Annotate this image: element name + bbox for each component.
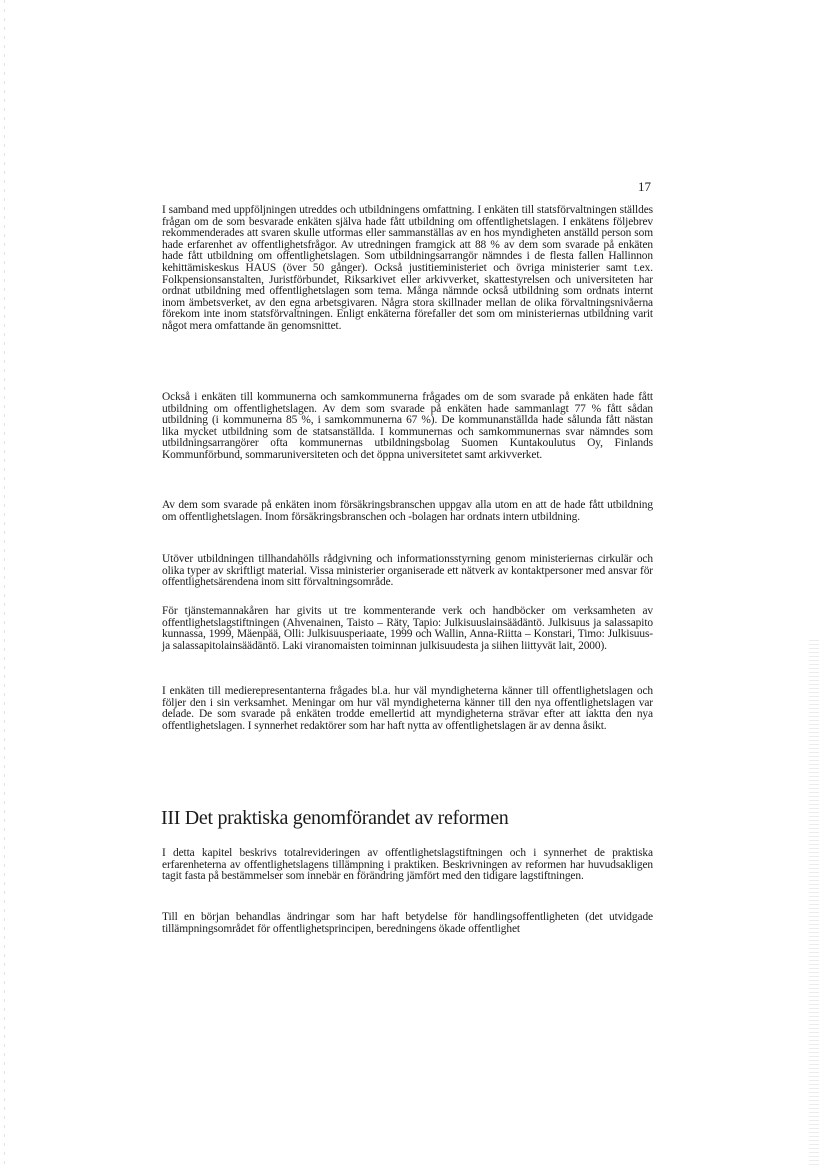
scan-edge-right	[809, 640, 819, 1168]
paragraph-guidance: Utöver utbildningen tillhandahölls rådgivning och informationsstyrning genom ministeriernas cirkulär och olika typer av skriftligt material. Vissa ministerier organiserade ett nätverk av kontaktpersoner med ansvar för offentlighetsärendena inom sitt förvaltningsområde.	[162, 553, 653, 589]
paragraph-insurance: Av dem som svarade på enkäten inom försäkringsbranschen uppgav alla utom en att de hade fått utbildning om offentlighetslagen. Inom försäkringsbranschen och -bolagen har ordnats intern utbildning.	[162, 499, 653, 523]
paragraph-media: I enkäten till medierepresentanterna frågades bl.a. hur väl myndigheterna känner till offentlighetslagen och följer den i sin verksamhet. Meningar om hur väl myndigheterna känner till den nya offentlighetslagen var delade. De som svarade på enkäten trodde emellertid att myndigheterna strävar efter att iaktta den nya offentlighetslagen. I synnerhet redaktörer som har haft nytta av offentlighetslagen är av denna åsikt.	[162, 685, 653, 732]
paragraph-chapter-start: Till en början behandlas ändringar som har haft betydelse för handlingsoffentligheten (det utvidgade tillämpningsområdet för offentlighetsprincipen, beredningens ökade offentlighet	[162, 911, 653, 935]
scan-edge-left	[4, 0, 5, 1168]
section-heading: III Det praktiska genomförandet av reformen	[161, 807, 509, 829]
page-number: 17	[638, 179, 651, 194]
paragraph-training-state: I samband med uppföljningen utreddes och utbildningens omfattning. I enkäten till statsförvaltningen ställdes frågan om de som besvarade enkäten själva hade fått utbildning om offentlighetslagen. I enkätens följebrev rekommenderades att svaren skulle utformas eller sammanställas av en hos myndigheten anställd person som hade erfarenhet av offentlighetsfrågor. Av utredningen framgick att 88 % av dem som svarade på enkäten hade fått utbildning om offentlighetslagen. Som utbildningsarrangör nämndes i de flesta fallen Hallinnon kehittämiskeskus HAUS (över 50 gånger). Också justitieministeriet och övriga ministerier samt t.ex. Folkpensionsanstalten, Juristförbundet, Riksarkivet eller arkivverket, skattestyrelsen och universiteten har ordnat utbildning med offentlighetslagen som tema. Många nämnde också utbildning som ordnats internt inom ämbetsverket, av den egna arbetsgivaren. Några stora skillnader mellan de olika förvaltningsnivåerna förekom inte inom statsförvaltningen. Enligt enkäterna förefaller det som om ministeriernas utbildning varit något mera omfattande än genomsnittet.	[162, 204, 653, 332]
paragraph-chapter-intro: I detta kapitel beskrivs totalrevideringen av offentlighetslagstiftningen och i synnerhet de praktiska erfarenheterna av offentlighetslagens tillämpning i praktiken. Beskrivningen av reformen har huvudsakligen tagit fasta på bestämmelser som innebär en förändring jämfört med den tidigare lagstiftningen.	[162, 847, 653, 883]
paragraph-handbooks: För tjänstemannakåren har givits ut tre kommenterande verk och handböcker om verksamheten av offentlighetslagstiftningen (Ahvenainen, Taisto – Räty, Tapio: Julkisuuslainsäädäntö. Julkisuus ja salassapito kunnassa, 1999, Mäenpää, Olli: Julkisuusperiaate, 1999 och Wallin, Anna-Riitta – Konstari, Timo: Julkisuus- ja salassapitolainsäädäntö. Laki viranomaisten toiminnan julkisuudesta ja siihen liittyvät lait, 2000).	[162, 605, 653, 652]
paragraph-training-municipal: Också i enkäten till kommunerna och samkommunerna frågades om de som svarade på enkäten hade fått utbildning om offentlighetslagen. Av dem som svarade på enkäten hade sammanlagt 77 % fått sådan utbildning (i kommunerna 85 %, i samkommunerna 67 %). De kommunanställda hade sålunda fått nästan lika mycket utbildning som de statsanställda. I kommunernas och samkommunernas svar nämndes som utbildningsarrangörer ofta kommunernas utbildningsbolag Suomen Kuntakoulutus Oy, Finlands Kommunförbund, sommaruniversiteten och det öppna universitetet samt arkivverket.	[162, 391, 653, 461]
